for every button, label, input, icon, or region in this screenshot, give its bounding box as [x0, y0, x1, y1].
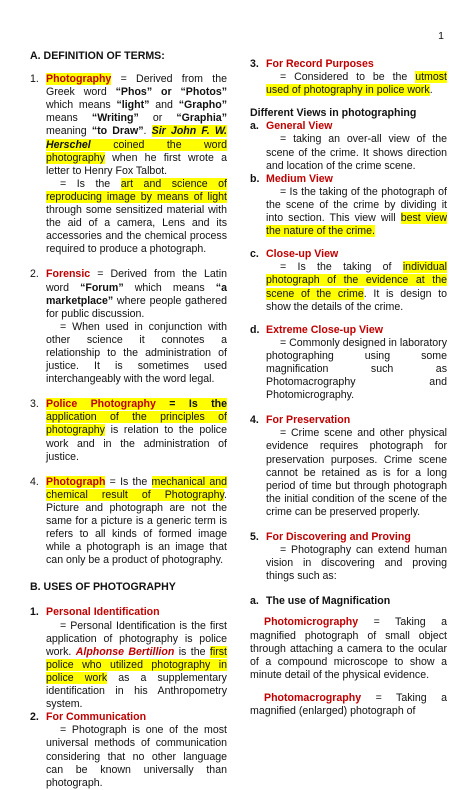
term-photomicrography: Photomicrography — [264, 616, 359, 629]
general-view-title: General View — [266, 120, 333, 133]
extreme-closeup-title: Extreme Close-up View — [266, 323, 383, 336]
herschel-name: Sir John F. W. Herschel — [46, 125, 227, 151]
discovering-title: For Discovering and Proving — [266, 531, 411, 543]
term-photomacrography: Photomacrography — [264, 691, 362, 704]
preservation-title: For Preservation — [266, 414, 351, 427]
use-personal-identification: 1. Personal Identification = Personal Identification is the first application of photography is police work. Alphonse Bertillion is the first police who utilized photography in police work as a supplementary identification in his Anthropometry system. — [30, 606, 227, 711]
use-preservation: 4. For Preservation = Crime scene and other physical evidence requires photograph for preservation purposes. Crime scene cannot be retained as is for a long period of time but through photograph the initial condition of the scene of the crime can be preserved properly. — [250, 414, 447, 518]
item-number: 1. — [30, 73, 39, 86]
term-police-photography: Police Photography — [46, 398, 156, 411]
communication-title: For Communication — [46, 711, 147, 724]
view-extreme-closeup: d. Extreme Close-up View = Commonly designed in laboratory photographing using some magnification such as Photomacrography and Photomicrography. — [250, 323, 447, 402]
views-heading: Different Views in photographing — [250, 107, 417, 120]
term-forensic: Forensic — [46, 268, 91, 281]
use-discovering-proving: 5. For Discovering and Proving = Photography can extend human vision in discovering and proving things such as: — [250, 531, 447, 583]
definition-photograph: 4. Photograph = Is the mechanical and chemical result of Photography. Picture and photograph are not the same for a picture is a generic term is refers to all kinds of formed image while a photograph is an image that can only be a product of photography. — [30, 475, 228, 567]
section-a-heading: A. DEFINITION OF TERMS: — [30, 50, 165, 62]
use-communication: 2. For Communication = Photograph is one of the most universal methods of communication considering that no other language can be known universally than photograph. — [30, 711, 227, 789]
bertillon-name: Alphonse Bertillion — [75, 645, 175, 658]
definition-police-photography: 3. Police Photography = Is the application of the principles of photography is relation to the police work and in the administration of justice. — [30, 398, 227, 463]
use-record-purposes: 3. For Record Purposes = Considered to be the utmost used of photography in police work. — [250, 58, 447, 97]
left-column — [30, 50, 227, 790]
definition-photography: 1. Photography = Derived from the Greek word “Phos” or “Photos” which means “light” and “Grapho” means “Writing” or “Graphia” meaning “to Draw”. Sir John F. W. Herschel coined the word photography when he first wrote a letter to Henry Fox Talbot. = Is the art and science of reproducing image by means of light through some sensitized material with the aid of a camera, Lens and its accessories and the chemical process required to produce a photograph. — [30, 73, 228, 256]
closeup-view-title: Close-up View — [266, 248, 339, 261]
term-photography: Photography — [46, 73, 112, 86]
section-b-heading: B. USES OF PHOTOGRAPHY — [30, 581, 176, 594]
photomicrography-def: Photomicrography = Taking a magnified photograph of small object through attaching a camera to the ocular of a compound microscope to show a minute detail of the physical evidence. — [250, 616, 447, 681]
medium-view-title: Medium View — [266, 172, 333, 185]
page-number: 1 — [438, 30, 444, 42]
view-medium: b. Medium View = Is the taking of the photograph of the scene of the crime by dividing it into section. This view will best view the nature of the crime. — [250, 172, 447, 238]
right-column — [250, 58, 447, 718]
term-photograph: Photograph — [46, 475, 106, 488]
view-closeup: c. Close-up View = Is the taking of individual photograph of the evidence at the scene of the crime. It is design to show the details of the crime. — [250, 248, 448, 313]
magnification-heading: a. The use of Magnification — [250, 595, 391, 608]
definition-forensic: 2. Forensic = Derived from the Latin word “Forum” which means “a marketplace” where people gathered for public discussion. = When used in conjunction with other science it connotes a relationship to the administration of justice. It is sometimes used interchangeably with the word legal. — [30, 268, 227, 386]
personal-identification-title: Personal Identification — [46, 606, 160, 619]
record-purposes-title: For Record Purposes — [266, 58, 374, 70]
photomacrography-def: Photomacrography = Taking a magnified (enlarged) photograph of — [250, 691, 447, 718]
view-general: a. General View = taking an over-all view of the scene of the crime. It shows direction and location of the crime scene. — [250, 120, 447, 172]
